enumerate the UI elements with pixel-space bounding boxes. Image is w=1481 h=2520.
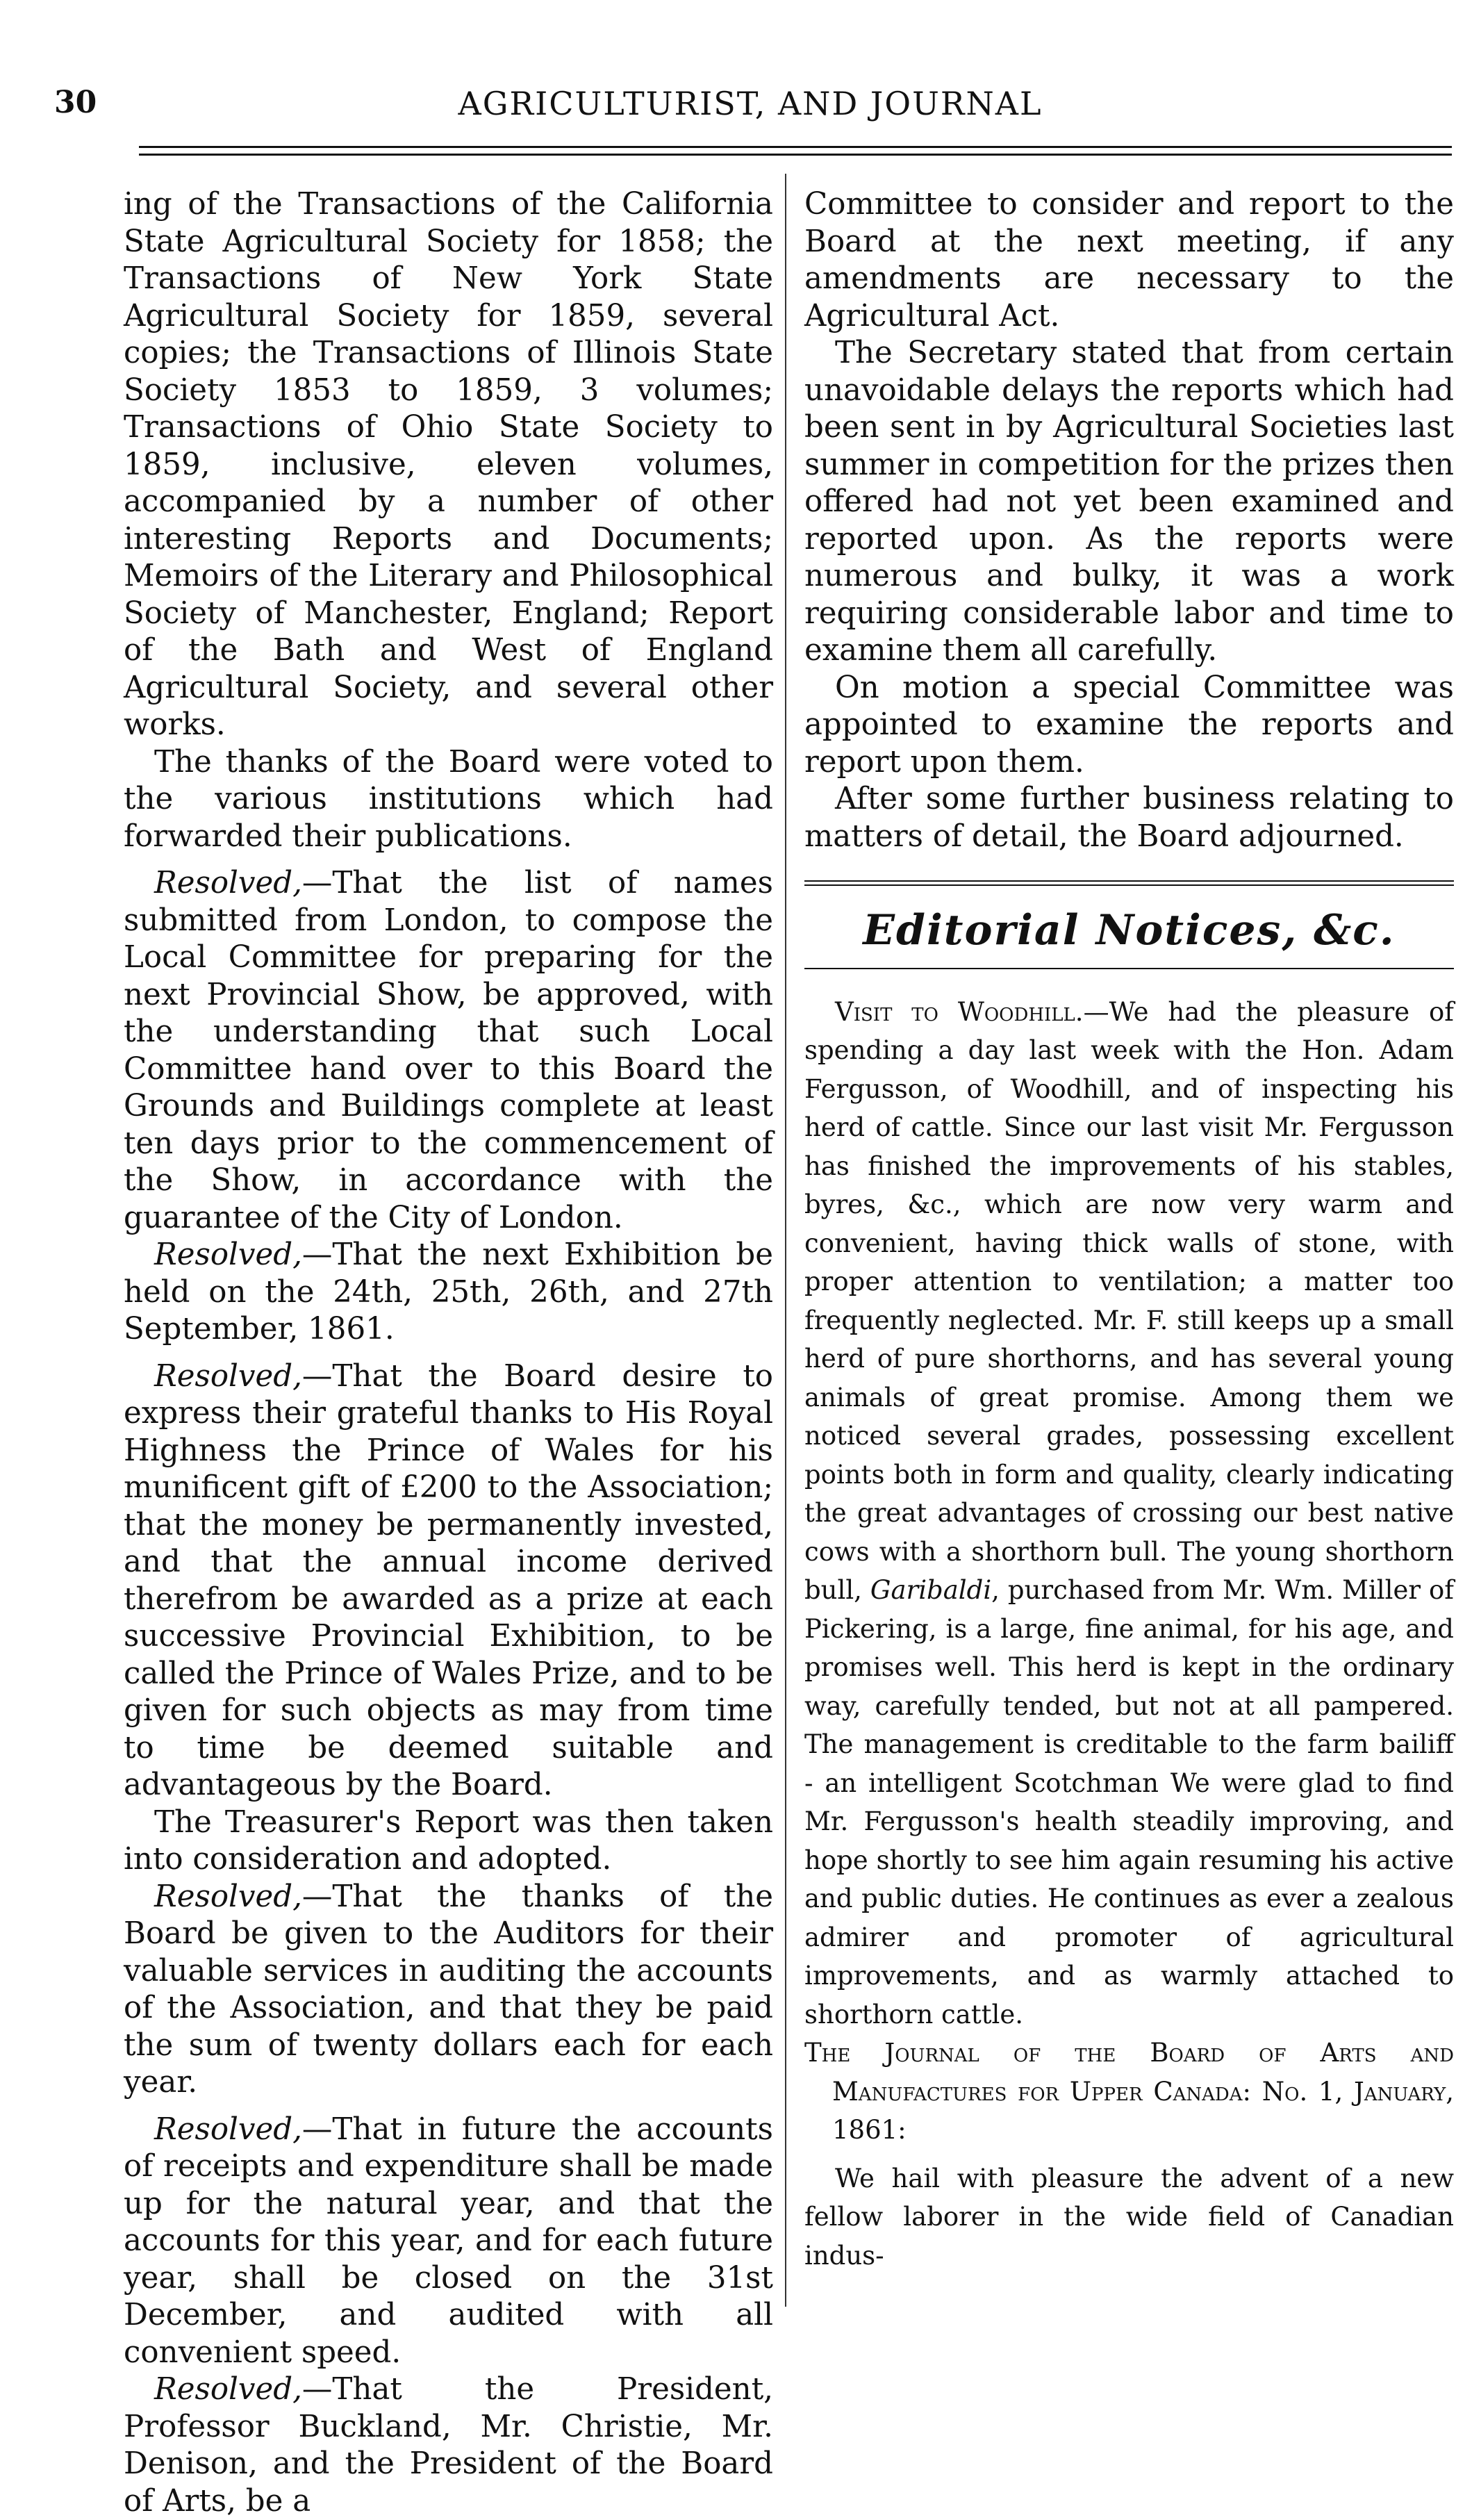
resolved-lead: Resolved, <box>154 1879 302 1914</box>
notice-text: , purchased from Mr. Wm. Miller of Pickering, is a large, fine animal, for his age, and promises well. This herd is kept in the ordinary way, carefully tended, but not at all pampered. The management is creditable to the farm bailiff - an intelligent Scotchman We were glad to find Mr. Fergusson's health steadily improving, and hope shortly to see him again resuming his active and public duties. He continues as ever a zealous admirer and promoter of agricultural improvements, and as warmly attached to shorthorn cattle. <box>804 1575 1454 2029</box>
paragraph: The Secretary stated that from certain unavoidable delays the reports which had been sent in by Agricultural Societies last summer in competition for the prizes then offered had not yet been examined and reported upon. As the reports were numerous and bulky, it was a work requiring considerable labor and time to examine them all carefully. <box>804 336 1454 668</box>
resolution-paragraph <box>124 1879 773 2102</box>
resolution-paragraph <box>124 865 773 1237</box>
resolved-lead: Resolved, <box>154 2111 302 2147</box>
resolution-text: —That the list of names submitted from London, to compose the Local Committee for preparing for the next Provincial Show, be approved, with the understanding that such Local Committee hand over to this Board the Grounds and Buildings complete at least ten days prior to the commencement of the Show, in accordance with the guarantee of the City of London. <box>124 866 773 1235</box>
resolution-paragraph <box>124 2371 773 2520</box>
resolution-text: —That the next Exhibition be held on the 24th, 25th, 26th, and 27th September, 1861. <box>124 1237 773 1347</box>
paragraph: The thanks of the Board were voted to the various institutions which had forwarded their publications. <box>124 744 773 854</box>
paragraph: On motion a special Committee was appointed to examine the reports and report upon them. <box>804 670 1454 780</box>
closing-paragraph: We hail with pleasure the advent of a new fellow laborer in the wide field of Canadian indus- <box>804 2163 1454 2271</box>
resolution-text: —That in future the accounts of receipts and expenditure shall be made up for the natural year, and that the accounts for this year, and for each future year, shall be closed on the 31st December, and audited with all convenient speed. <box>124 2111 773 2370</box>
running-title: AGRICULTURIST, AND JOURNAL <box>458 85 1043 122</box>
column-divider <box>785 174 786 2307</box>
notice-italic-name: Garibaldi <box>870 1575 992 1605</box>
resolved-lead: Resolved, <box>154 1358 302 1394</box>
resolved-lead: Resolved, <box>154 866 302 900</box>
header-rule <box>139 146 1452 156</box>
resolution-paragraph <box>124 1237 773 1349</box>
page-number: 30 <box>54 85 97 120</box>
paragraph: After some further business relating to matters of detail, the Board adjourned. <box>804 782 1454 854</box>
resolution-text: —That the Board desire to express their grateful thanks to His Royal Highness the Prince of Wales for his munificent gift of £200 to the Association; that the money be permanently invested, and that the annual income derived therefrom be awarded as a prize at each successive Provincial Exhibition, to be called the Prince of Wales Prize, and to be given for such objects as may from time to time be deemed suitable and advantageous by the Board. <box>124 1358 773 1802</box>
journal-notice: The Journal of the Board of Arts and Manufactures for Upper Canada: No. 1, January, 1861: <box>804 2038 1454 2145</box>
right-column <box>804 186 1454 2275</box>
resolution-paragraph <box>124 1358 773 1804</box>
section-underline <box>804 968 1454 969</box>
paragraph: ing of the Transactions of the California State Agricultural Society for 1858; the Transactions of New York State Agricultural Society for 1859, several copies; the Transactions of Illinois State Society 1853 to 1859, 3 volumes; Transactions of Ohio State Society to 1859, inclusive, eleven volumes, accompanied by a number of other interesting Reports and Documents; Memoirs of the Literary and Philosophical Society of Manchester, England; Report of the Bath and West of England Agricultural Society, and several other works. <box>124 187 773 742</box>
notice-text: —We had the pleasure of spending a day last week with the Hon. Adam Fergusson, of Woodhill, and of inspecting his herd of cattle. Since our last visit Mr. Fergusson has finished the improvements of his stables, byres, &c., which are now very warm and convenient, having thick walls of stone, with proper attention to ventilation; a matter too frequently neglected. Mr. F. still keeps up a small herd of pure shorthorns, and has several young animals of great promise. Among them we noticed several grades, possessing excellent points both in form and quality, clearly indicating the great advantages of crossing our best native cows with a shorthorn bull. The young shorthorn bull, <box>804 996 1455 1605</box>
resolved-lead: Resolved, <box>154 2372 302 2407</box>
notice-title: Visit to Woodhill. <box>835 996 1084 1027</box>
section-heading: Editorial Notices, &c. <box>863 906 1396 955</box>
section-rule <box>804 880 1454 886</box>
resolved-lead: Resolved, <box>154 1237 302 1272</box>
left-column <box>124 186 773 2520</box>
resolution-paragraph <box>124 2111 773 2372</box>
editorial-notice <box>804 993 1454 2034</box>
paragraph: The Treasurer's Report was then taken into consideration and adopted. <box>124 1804 773 1877</box>
resolution-text: —That the President, Professor Buckland, Mr. Christie, Mr. Denison, and the President of the Board of Arts, be a <box>124 2372 773 2519</box>
resolution-text: —That the thanks of the Board be given to the Auditors for their valuable services in auditing the accounts of the Association, and that they be paid the sum of twenty dollars each for each year. <box>124 1879 773 2100</box>
paragraph: Committee to consider and report to the Board at the next meeting, if any amendments are necessary to the Agricultural Act. <box>804 187 1454 333</box>
